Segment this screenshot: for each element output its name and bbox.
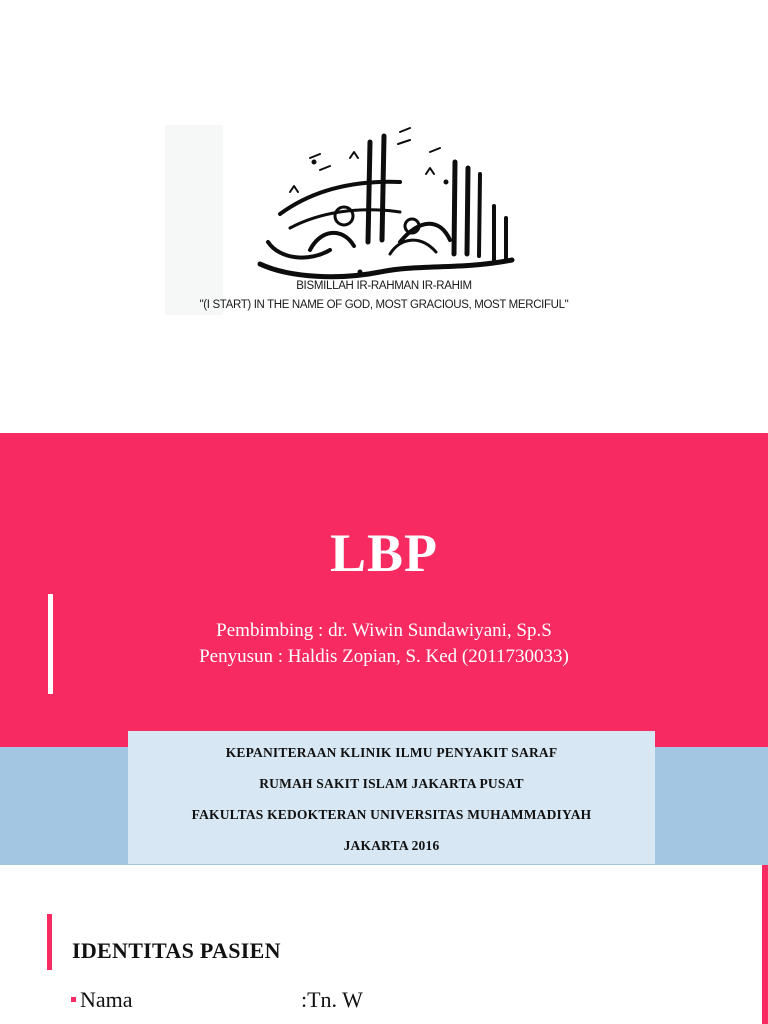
institution-line-faculty: FAKULTAS KEDOKTERAN UNIVERSITAS MUHAMMADIYAH bbox=[191, 807, 592, 822]
bullet-icon bbox=[71, 997, 76, 1002]
slide2-right-edge-bar bbox=[762, 865, 768, 1024]
bismillah-section bbox=[0, 0, 768, 433]
slide-title: LBP bbox=[329, 523, 439, 583]
title-band bbox=[0, 433, 768, 747]
institution-line-year: JAKARTA 2016 bbox=[343, 838, 440, 853]
field-value-nama: :Tn. W bbox=[301, 987, 363, 1012]
penyusun-line: Penyusun : Haldis Zopian, S. Ked (2011730033) bbox=[199, 646, 569, 667]
bismillah-calligraphy-icon bbox=[250, 122, 522, 282]
institution-line-hospital: RUMAH SAKIT ISLAM JAKARTA PUSAT bbox=[259, 776, 524, 791]
institution-line-department: KEPANITERAAN KLINIK ILMU PENYAKIT SARAF bbox=[225, 745, 558, 760]
slide2-accent-bar bbox=[47, 914, 52, 970]
bismillah-transliteration: BISMILLAH IR-RAHMAN IR-RAHIM bbox=[296, 280, 472, 292]
field-label-nama: Nama bbox=[80, 987, 133, 1012]
slide2-heading: IDENTITAS PASIEN bbox=[72, 938, 281, 963]
pembimbing-line: Pembimbing : dr. Wiwin Sundawiyani, Sp.S bbox=[216, 620, 552, 641]
bismillah-translation: "(I START) IN THE NAME OF GOD, MOST GRACIOUS, MOST MERCIFUL" bbox=[199, 299, 569, 311]
title-accent-bar bbox=[48, 594, 53, 694]
